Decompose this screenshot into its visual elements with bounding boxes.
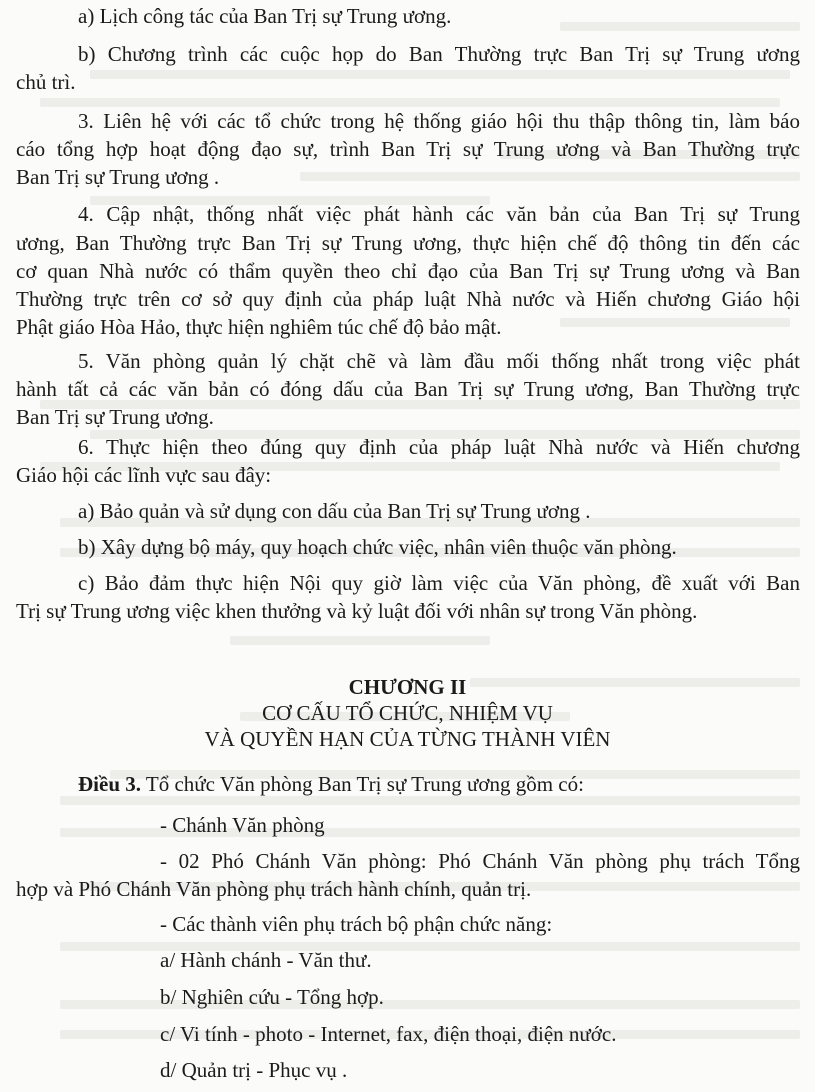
- item-b-line-1: b) Chương trình các cuộc họp do Ban Thường trực Ban Trị sự Trung ương: [78, 42, 800, 66]
- item-4-line-2: ương, Ban Thường trực Ban Trị sự Trung ương, thực hiện chế độ thông tin đến các: [16, 231, 800, 255]
- item-b-line-2: chủ trì.: [16, 70, 76, 94]
- article-3-pho-chanh-line-1: - 02 Phó Chánh Văn phòng: Phó Chánh Văn phòng phụ trách Tổng: [160, 849, 800, 873]
- item-5-line-2: hành tất cả các văn bản có đóng dấu của Ban Trị sự Trung ương, Ban Thường trực: [16, 377, 800, 401]
- article-3-intro-text: Tổ chức Văn phòng Ban Trị sự Trung ương gồm có:: [141, 772, 584, 796]
- chapter-title-line-2: VÀ QUYỀN HẠN CỦA TỪNG THÀNH VIÊN: [204, 727, 611, 751]
- item-5-line-3: Ban Trị sự Trung ương.: [16, 405, 214, 429]
- item-6-a: a) Bảo quản và sử dụng con dấu của Ban Trị sự Trung ương .: [78, 499, 591, 523]
- chapter-title-line-1: CƠ CẤU TỔ CHỨC, NHIỆM VỤ: [262, 701, 553, 725]
- article-3-item-a: a/ Hành chánh - Văn thư.: [160, 948, 372, 972]
- item-a-lich: a) Lịch công tác của Ban Trị sự Trung ương.: [78, 4, 452, 28]
- article-3-item-b: b/ Nghiên cứu - Tổng hợp.: [160, 985, 384, 1009]
- item-6-c-line-2: Trị sự Trung ương việc khen thưởng và kỷ luật đối với nhân sự trong Văn phòng.: [16, 599, 698, 623]
- item-4-line-5: Phật giáo Hòa Hảo, thực hiện nghiêm túc chế độ bảo mật.: [16, 315, 502, 339]
- article-3-chanh-van-phong: - Chánh Văn phòng: [160, 813, 325, 837]
- item-6-line-1: 6. Thực hiện theo đúng quy định của pháp luật Nhà nước và Hiến chương: [78, 435, 800, 459]
- article-3-item-d: d/ Quản trị - Phục vụ .: [160, 1058, 348, 1082]
- article-3-label: Điều 3.: [78, 772, 141, 796]
- item-5-line-1: 5. Văn phòng quản lý chặt chẽ và làm đầu mối thống nhất trong việc phát: [78, 349, 800, 373]
- item-3-line-2: cáo tổng hợp hoạt động đạo sự, trình Ban Trị sự Trung ương và Ban Thường trực: [16, 137, 800, 161]
- item-3-line-3: Ban Trị sự Trung ương .: [16, 165, 220, 189]
- article-3-intro: [78, 770, 584, 798]
- item-4-line-1: 4. Cập nhật, thống nhất việc phát hành các văn bản của Ban Trị sự Trung: [78, 202, 800, 226]
- article-3-cac-thanh-vien: - Các thành viên phụ trách bộ phận chức năng:: [160, 912, 553, 936]
- item-3-line-1: 3. Liên hệ với các tổ chức trong hệ thống giáo hội thu thập thông tin, làm báo: [78, 109, 800, 133]
- item-6-c-line-1: c) Bảo đảm thực hiện Nội quy giờ làm việc của Văn phòng, đề xuất với Ban: [78, 571, 800, 595]
- article-3-item-c: c/ Vi tính - photo - Internet, fax, điện thoại, điện nước.: [160, 1022, 617, 1046]
- item-4-line-4: Thường trực trên cơ sở quy định của pháp luật Nhà nước và Hiến chương Giáo hội: [16, 287, 800, 311]
- article-3-pho-chanh-line-2: hợp và Phó Chánh Văn phòng phụ trách hành chính, quản trị.: [16, 877, 532, 901]
- chapter-number: CHƯƠNG II: [348, 675, 467, 699]
- item-6-b: b) Xây dựng bộ máy, quy hoạch chức việc, nhân viên thuộc văn phòng.: [78, 535, 677, 559]
- item-6-line-2: Giáo hội các lĩnh vực sau đây:: [16, 463, 272, 487]
- item-4-line-3: cơ quan Nhà nước có thẩm quyền theo chỉ đạo của Ban Trị sự Trung ương và Ban: [16, 259, 800, 283]
